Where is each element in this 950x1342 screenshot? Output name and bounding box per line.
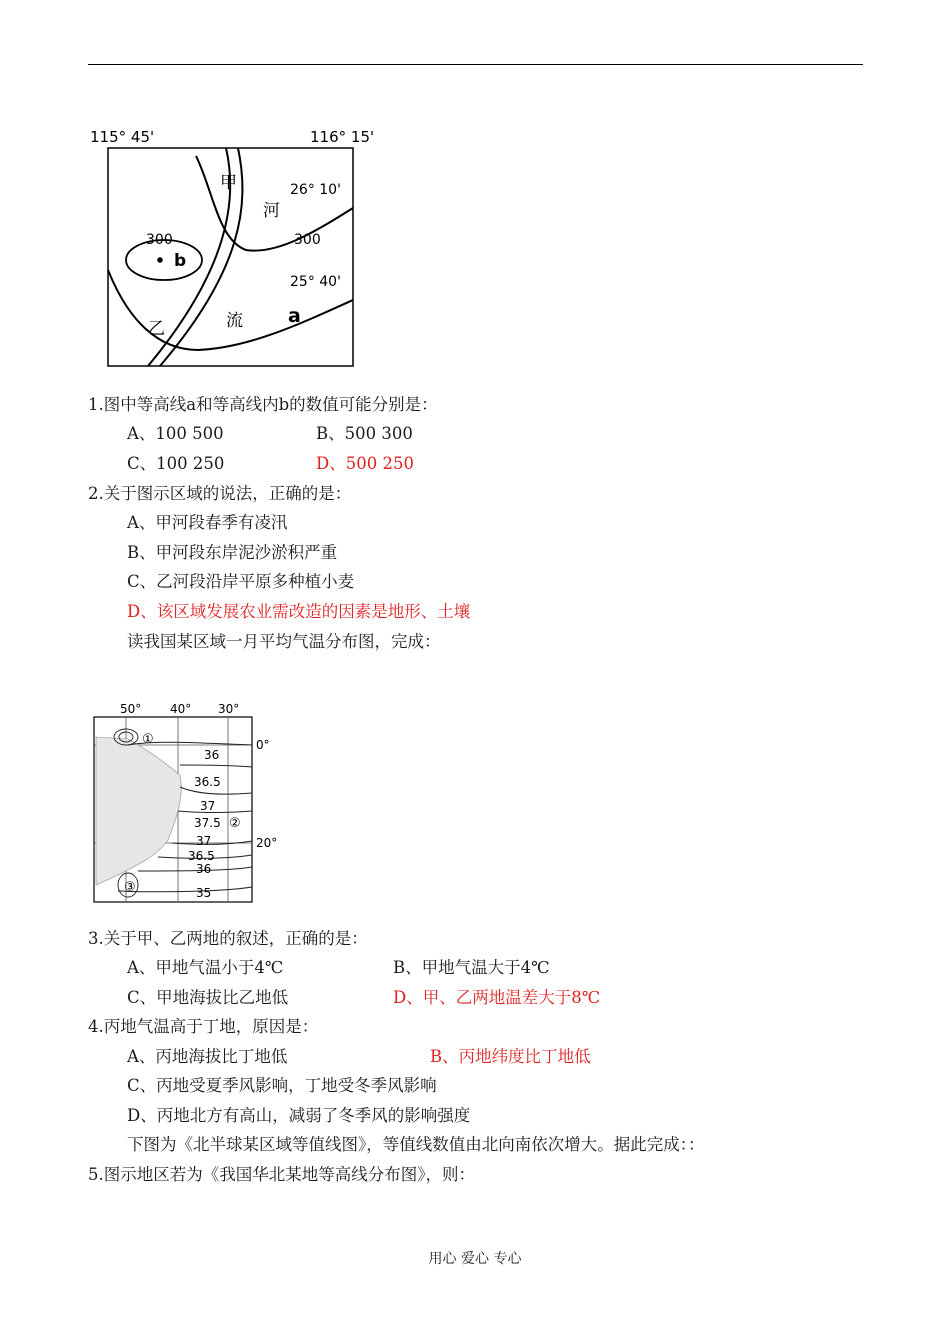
lat-20-label: 20° [256,836,278,850]
q3-option-b: B、甲地气温大于4℃ [393,958,550,977]
marker-2: ② [229,816,241,831]
q2-option-b: B、甲河段东岸泥沙淤积严重 [127,543,338,562]
marker-3: ③ [124,880,136,895]
q3-option-a: A、甲地气温小于4℃ [127,958,284,977]
label-yi: 乙 [148,319,165,339]
q3-stem: 3.关于甲、乙两地的叙述，正确的是： [88,929,368,948]
q2-stem: 2.关于图示区域的说法，正确的是： [88,484,352,503]
land-area [96,737,181,885]
q1-option-c: C、100 250 [127,454,225,473]
q5-stem: 5.图示地区若为《我国华北某地等高线分布图》，则： [88,1165,475,1184]
q1-option-a: A、100 500 [127,424,224,443]
page-footer: 用心 爱心 专心 [428,1251,522,1267]
q4-option-d: D、丙地北方有高山，减弱了冬季风的影响强度 [127,1106,471,1125]
q4-option-b-answer: B、丙地纬度比丁地低 [430,1047,591,1066]
lat-0-label: 0° [256,738,270,752]
iso-label-1: 36.5 [194,775,221,789]
iso-label-2: 37 [200,799,216,813]
iso-label-5: 36.5 [188,849,215,863]
q2-option-c: C、乙河段沿岸平原多种植小麦 [127,572,355,591]
lat-bottom-label: 25° 40' [290,274,341,290]
point-b-label: b [174,251,187,271]
header-rule [88,64,863,65]
label-jia: 甲 [220,173,237,193]
lon-50-label: 50° [120,702,142,716]
contour-300-left-label: 300 [146,232,173,248]
iso-label-6: 36 [196,862,212,876]
intro-paragraph-3: 下图为《北半球某区域等值线图》，等值线数值由北向南依次增大。据此完成：： [127,1135,705,1154]
q2-option-d-answer: D、该区域发展农业需改造的因素是地形、土壤 [127,602,471,621]
point-b-dot [157,257,163,263]
isotherm-map [88,695,288,905]
q3-option-d-answer: D、甲、乙两地温差大于8℃ [393,988,601,1007]
q1-option-d-answer: D、500 250 [316,454,414,473]
contour-map [88,120,388,370]
lon-40-label: 40° [170,702,192,716]
label-liu: 流 [226,311,243,331]
marker-1: ① [142,732,154,747]
iso-label-7: 35 [196,886,212,900]
iso-label-3: 37.5 [194,816,221,830]
point-a-label: a [288,305,301,327]
lon-left-label: 115° 45' [90,128,155,146]
lon-30-label: 30° [218,702,240,716]
intro-paragraph-2: 读我国某区域一月平均气温分布图，完成： [127,632,441,651]
q4-option-a: A、丙地海拔比丁地低 [127,1047,288,1066]
label-he: 河 [263,201,280,221]
q4-stem: 4.丙地气温高于丁地，原因是： [88,1017,319,1036]
lat-top-label: 26° 10' [290,182,341,198]
lon-right-label: 116° 15' [310,128,375,146]
contour-300-right-label: 300 [294,232,321,248]
q4-option-c: C、丙地受夏季风影响，丁地受冬季风影响 [127,1076,437,1095]
iso-label-0: 36 [204,748,220,762]
iso-label-4: 37 [196,834,212,848]
q1-option-b: B、500 300 [316,424,413,443]
q1-stem: 1.图中等高线a和等高线内b的数值可能分别是： [88,395,438,414]
q2-option-a: A、甲河段春季有凌汛 [127,513,288,532]
q3-option-c: C、甲地海拔比乙地低 [127,988,289,1007]
